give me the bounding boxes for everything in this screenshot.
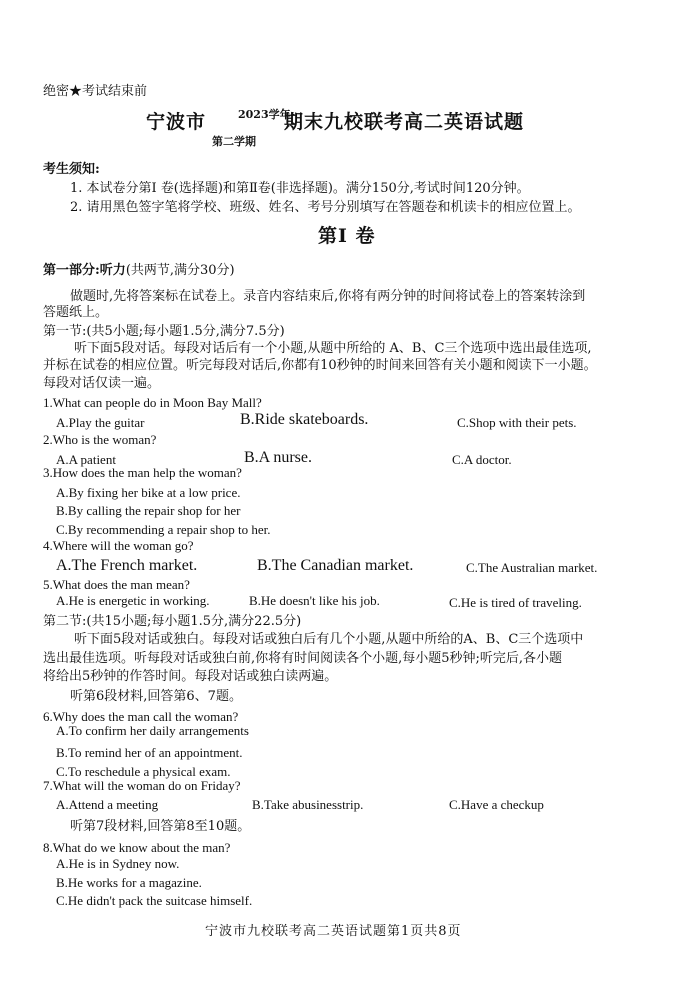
option-b: B.He works for a magazine. bbox=[56, 875, 202, 890]
material-note: 听第7段材料,回答第8至10题。 bbox=[70, 819, 251, 834]
option-a: A.A patient bbox=[56, 452, 116, 467]
option-c: C.By recommending a repair shop to her. bbox=[56, 522, 271, 537]
notice-heading: 考生须知: bbox=[43, 162, 100, 177]
section2-instruction: 选出最佳选项。听每段对话或独白前,你将有时间阅读各个小题,每小题5秒钟;听完后,各小题 bbox=[43, 651, 563, 666]
option-c: C.The Australian market. bbox=[466, 560, 598, 575]
question-stem: 4.Where will the woman go? bbox=[43, 538, 194, 553]
option-b: B.The Canadian market. bbox=[257, 557, 414, 574]
question-stem: 6.Why does the man call the woman? bbox=[43, 709, 239, 724]
section2-instruction: 听下面5段对话或独白。每段对话或独白后有几个小题,从题中所给的A、B、C三个选项中 bbox=[74, 632, 584, 647]
question-stem: 2.Who is the woman? bbox=[43, 432, 157, 447]
option-b: B.To remind her of an appointment. bbox=[56, 745, 243, 760]
page-footer: 宁波市九校联考高二英语试题第1页共8页 bbox=[205, 924, 462, 939]
section2-heading: 第二节:(共15小题;每小题1.5分,满分22.5分) bbox=[43, 614, 302, 629]
option-c: C.He didn't pack the suitcase himself. bbox=[56, 893, 253, 908]
option-a: A.He is energetic in working. bbox=[56, 593, 210, 608]
option-c: C.Shop with their pets. bbox=[457, 415, 577, 430]
question-stem: 7.What will the woman do on Friday? bbox=[43, 778, 241, 793]
option-b: B.Ride skateboards. bbox=[240, 411, 369, 428]
section1-instruction: 每段对话仅读一遍。 bbox=[43, 376, 161, 391]
title-city: 宁波市 bbox=[146, 111, 207, 133]
option-c: C.He is tired of traveling. bbox=[449, 595, 582, 610]
question-stem: 5.What does the man mean? bbox=[43, 577, 190, 592]
page-title: 期末九校联考高二英语试题 bbox=[284, 111, 525, 133]
confidential-label: 绝密★考试结束前 bbox=[43, 84, 148, 99]
option-a: A.Play the guitar bbox=[56, 415, 145, 430]
part1-instruction: 答题纸上。 bbox=[43, 305, 109, 320]
option-c: C.To reschedule a physical exam. bbox=[56, 764, 231, 779]
option-a: A.He is in Sydney now. bbox=[56, 856, 180, 871]
notice-item: 1. 本试卷分第I 卷(选择题)和第Ⅱ卷(非选择题)。满分150分,考试时间120分钟。 bbox=[70, 181, 530, 196]
option-b: B.A nurse. bbox=[244, 449, 312, 466]
notice-item: 2. 请用黑色签字笔将学校、班级、姓名、考号分别填写在答题卷和机读卡的相应位置上。 bbox=[70, 200, 581, 215]
option-b: B.He doesn't like his job. bbox=[249, 593, 380, 608]
question-stem: 1.What can people do in Moon Bay Mall? bbox=[43, 395, 262, 410]
section1-instruction: 听下面5段对话。每段对话后有一个小题,从题中所给的 A、B、C三个选项中选出最佳选项, bbox=[74, 341, 592, 356]
question-stem: 8.What do we know about the man? bbox=[43, 840, 231, 855]
option-c: C.A doctor. bbox=[452, 452, 512, 467]
section2-instruction: 将给出5秒钟的作答时间。每段对话或独白读两遍。 bbox=[43, 669, 338, 684]
part1-instruction: 做题时,先将答案标在试卷上。录音内容结束后,你将有两分钟的时间将试卷上的答案转涂到 bbox=[70, 289, 586, 304]
section1-heading: 第一节:(共5小题;每小题1.5分,满分7.5分) bbox=[43, 324, 285, 339]
question-stem: 3.How does the man help the woman? bbox=[43, 465, 242, 480]
option-b: B.Take abusinesstrip. bbox=[252, 797, 364, 812]
part1-heading-note: (共两节,满分30分) bbox=[125, 263, 235, 278]
option-b: B.By calling the repair shop for her bbox=[56, 503, 241, 518]
option-a: A.The French market. bbox=[56, 557, 198, 574]
option-a: A.By fixing her bike at a low price. bbox=[56, 485, 241, 500]
section1-instruction: 并标在试卷的相应位置。听完每段对话后,你都有10秒钟的时间来回答有关小题和阅读下一小题。 bbox=[43, 358, 597, 373]
option-a: A.Attend a meeting bbox=[56, 797, 159, 812]
title-year: 2023学年 bbox=[238, 108, 291, 121]
option-a: A.To confirm her daily arrangements bbox=[56, 723, 249, 738]
volume-title: 第I 卷 bbox=[318, 225, 376, 247]
part1-heading: 第一部分:听力 bbox=[43, 263, 126, 278]
title-semester: 第二学期 bbox=[212, 135, 256, 148]
part1-heading-line bbox=[43, 263, 235, 279]
material-note: 听第6段材料,回答第6、7题。 bbox=[70, 689, 242, 704]
option-c: C.Have a checkup bbox=[449, 797, 544, 812]
